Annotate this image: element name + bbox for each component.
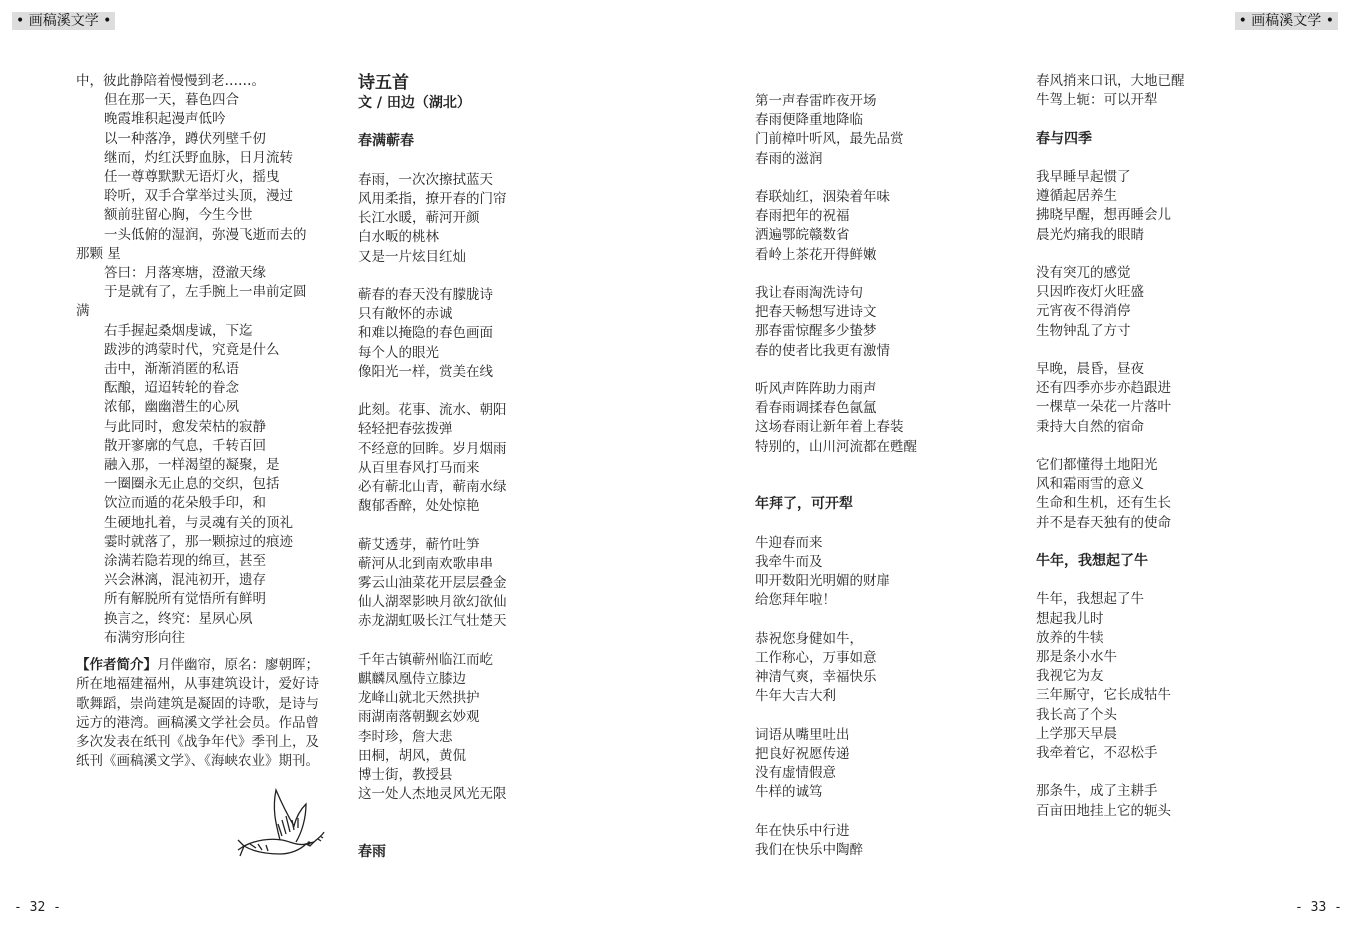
stanza-break xyxy=(358,516,618,535)
poem-line: 春的使者比我更有激情 xyxy=(755,342,890,359)
poem-line: 仙人湖翠影映月欲幻欲仙 xyxy=(358,594,507,611)
poem-line: 只有敞怀的赤诚 xyxy=(358,306,453,323)
article-title: 诗五首 xyxy=(358,73,409,93)
poem-line: 生物钟乱了方寸 xyxy=(1036,322,1131,339)
poem-line: 我们在快乐中陶醉 xyxy=(755,841,863,858)
stanza-break xyxy=(755,802,1005,821)
column-poems-1 xyxy=(358,72,618,881)
poem-line: 于是就有了，左手腕上一串前定圆 xyxy=(104,284,307,301)
poem-line: 蕲艾透芽，蕲竹吐笋 xyxy=(358,536,480,553)
poem-line: 每个人的眼光 xyxy=(358,344,439,361)
spacer xyxy=(1036,149,1286,168)
poem-line: 千年古镇蕲州临江而屹 xyxy=(358,651,493,668)
poem-line: 生命和生机，还有生长 xyxy=(1036,495,1171,512)
author-bio xyxy=(76,656,331,771)
stanza-break xyxy=(755,610,1005,629)
poem-line: 我让春雨淘洗诗句 xyxy=(755,285,863,301)
poem-line: 以一种落净，蹲伏列壁千仞 xyxy=(104,130,266,147)
poem-line: 神清气爽，幸福快乐 xyxy=(755,668,877,685)
poem-line: 工作称心，万事如意 xyxy=(755,649,877,666)
poem-line: 田桐，胡风，黄侃 xyxy=(358,747,466,764)
poem-line: 和难以掩隐的春色画面 xyxy=(358,325,493,342)
poem-line: 与此同时，愈发荣枯的寂静 xyxy=(104,418,266,435)
poem-line: 霎时就落了，那一颗掠过的痕迹 xyxy=(104,533,293,550)
stanza-break xyxy=(358,267,618,286)
poem-title: 牛年，我想起了牛 xyxy=(1036,552,1148,569)
spacer xyxy=(1036,110,1286,129)
poem-line: 门前樟叶听风，最先品赏 xyxy=(755,131,904,148)
spacer xyxy=(1036,533,1286,552)
poem-line: 特别的，山川河流都在甦醒 xyxy=(755,438,917,455)
poem-line: 轻轻把春弦拨弹 xyxy=(358,421,453,438)
poem-title: 春雨 xyxy=(358,843,386,860)
poem-line: 三年厮守，它长成牯牛 xyxy=(1036,687,1171,704)
spacer xyxy=(1036,571,1286,590)
stanza-break xyxy=(1036,341,1286,360)
poem-line: 遵循起居养生 xyxy=(1036,188,1117,205)
stanza-break xyxy=(1036,437,1286,456)
poem-line: 想起我儿时 xyxy=(1036,610,1104,627)
stanza-break xyxy=(358,632,618,651)
poem-line: 风和霜雨雪的意义 xyxy=(1036,476,1144,493)
poem-line: 并不是春天独有的使命 xyxy=(1036,514,1171,531)
poem-line: 我长高了个头 xyxy=(1036,706,1117,723)
poem-line: 任一尊尊默默无语灯火，摇曳 xyxy=(104,169,280,186)
spacer xyxy=(755,514,1005,533)
poem-line: 春雨把年的祝福 xyxy=(755,208,850,225)
stanza-break xyxy=(358,382,618,401)
poem-line: 百亩田地挂上它的轭头 xyxy=(1036,802,1171,819)
poem-line: 赤龙湖虹吸长江气壮楚天 xyxy=(358,613,507,630)
poem-line: 从百里春风打马而来 xyxy=(358,459,480,476)
poem-line: 看春雨调揉春色氤氲 xyxy=(755,400,877,417)
poem-line: 牛样的诚笃 xyxy=(755,784,823,801)
poem-line: 散开寥廓的气息，千转百回 xyxy=(104,437,266,454)
poem-line: 恭祝您身健如牛， xyxy=(755,630,863,647)
poem-line: 放养的牛犊 xyxy=(1036,629,1104,646)
poem-line: 李时珍，詹大悲 xyxy=(358,728,453,745)
poem-line: 一头低俯的湿润，弥漫飞逝而去的 xyxy=(104,226,307,243)
poem-line: 风用柔指，撩开春的门帘 xyxy=(358,190,507,207)
spacer xyxy=(358,862,618,881)
author-bio-label: 【作者简介】 xyxy=(76,657,157,674)
running-header-left: • 画稿溪文学 • xyxy=(12,12,115,30)
poem-line: 蕲春的春天没有朦胧诗 xyxy=(358,286,493,303)
poem-line: 但在那一天，暮色四合 xyxy=(104,92,239,109)
poem-line: 它们都懂得土地阳光 xyxy=(1036,456,1158,473)
poem-line: 那条牛，成了主耕手 xyxy=(1036,783,1158,800)
poem-line: 继而，灼红沃野血脉，日月流转 xyxy=(104,149,293,166)
spacer xyxy=(358,824,618,843)
spacer xyxy=(358,113,618,132)
poem-line: 浓郁，幽幽潜生的心夙 xyxy=(104,399,239,416)
poem-line: 击中，渐渐消匿的私语 xyxy=(104,361,239,378)
poem-line: 晚霞堆积起漫声低吟 xyxy=(104,111,226,128)
poem-line: 拂晓早醒，想再睡会儿 xyxy=(1036,207,1171,224)
poem-line: 麒麟凤凰侍立膝边 xyxy=(358,671,466,687)
poem-line: 晨光灼痛我的眼睛 xyxy=(1036,226,1144,243)
stanza-break xyxy=(755,706,1005,725)
poem-line: 跋涉的鸿蒙时代，究竟是什么 xyxy=(104,341,280,358)
poem-line: 没有突兀的感觉 xyxy=(1036,264,1131,281)
poem-line: 布满穷形向往 xyxy=(104,629,185,646)
stanza-break xyxy=(755,169,1005,188)
poem-line: 博士街，教授县 xyxy=(358,767,453,784)
spacer xyxy=(755,476,1005,495)
poem-line: 看岭上茶花开得鲜嫩 xyxy=(755,246,877,263)
poem-line: 只因昨夜灯火旺盛 xyxy=(1036,284,1144,301)
poem-line: 第一声春雷昨夜开场 xyxy=(755,93,877,109)
poem-line: 还有四季亦步亦趋跟进 xyxy=(1036,380,1171,397)
poem-line: 听风声阵阵助力雨声 xyxy=(755,381,877,397)
poem-line: 馥郁香醉，处处惊艳 xyxy=(358,498,480,515)
poem-line: 把春天畅想写进诗文 xyxy=(755,304,877,321)
spacer xyxy=(358,152,618,171)
poem-line: 雾云山油菜花开层层叠金 xyxy=(358,575,507,591)
poem-line: 牛驾上轭：可以开犁 xyxy=(1036,92,1158,109)
poem-line: 酝酿，迢迢转轮的眷念 xyxy=(104,380,239,397)
poem-line: 没有虚情假意 xyxy=(755,764,836,781)
poem-title: 年拜了，可开犁 xyxy=(755,496,853,513)
poem-line: 不经意的回眸。岁月烟雨 xyxy=(358,440,507,457)
poem-line: 融入那，一样渴望的凝聚，是 xyxy=(104,457,280,474)
poem-line: 兴会淋漓，混沌初开，遗存 xyxy=(104,572,266,589)
poem-line: 饮泣而遁的花朵般手印，和 xyxy=(104,495,266,512)
stanza-break xyxy=(1036,245,1286,264)
poem-line: 右手握起桑烟虔诚，下迄 xyxy=(104,322,253,339)
poem-line: 像阳光一样，赏美在线 xyxy=(358,363,493,380)
poem-line: 换言之，终究：星夙心夙 xyxy=(104,610,253,627)
poem-line: 雨湖南落朝觐玄妙观 xyxy=(358,709,480,726)
poem-line: 蕲河从北到南欢歌串串 xyxy=(358,555,493,572)
poem-line: 春风捎来口讯，大地已醒 xyxy=(1036,73,1185,89)
poem-line: 年在快乐中行进 xyxy=(755,822,850,839)
stanza-break xyxy=(755,361,1005,380)
poem-line: 把良好祝愿传递 xyxy=(755,745,850,762)
poem-line: 额前驻留心胸，今生今世 xyxy=(104,207,253,224)
poem-line: 春雨的滋润 xyxy=(755,150,823,167)
poem-line: 那是条小水牛 xyxy=(1036,648,1117,665)
stanza-break xyxy=(1036,763,1286,782)
poem-line: 给您拜年啦！ xyxy=(755,592,836,609)
column-poems-3 xyxy=(1036,72,1286,821)
poem-line: 我牵着它，不忍松手 xyxy=(1036,745,1158,761)
poem-line: 春联灿红，洇染着年味 xyxy=(755,189,890,205)
page-number-left: - 32 - xyxy=(14,900,61,915)
poem-line: 这场春雨让新年着上春装 xyxy=(755,419,904,436)
poem-line: 洒遍鄂皖赣数省 xyxy=(755,227,850,244)
dove-illustration xyxy=(236,784,326,864)
author-bio-text: 月伴幽帘，原名：廖朝晖；所在地福建福州，从事建筑设计，爱好诗歌舞蹈，崇尚建筑是凝固的诗歌，是诗与远方的港湾。画稿溪文学社会员。作品曾多次发表在纸刊《战争年代》季刊上，及纸刊《画稿溪文学》、《海峡农业》期刊。 xyxy=(76,657,319,770)
column-left-poem xyxy=(76,72,331,771)
poem-line: 一圈圈永无止息的交织，包括 xyxy=(104,476,280,493)
poem-line: 元宵夜不得消停 xyxy=(1036,303,1131,320)
poem-line: 一棵草一朵花一片落叶 xyxy=(1036,399,1171,416)
poem-line: 我牵牛而及 xyxy=(755,553,823,570)
poem-line: 此刻。花事、流水、朝阳 xyxy=(358,402,507,419)
poem-line: 生硬地扎着，与灵魂有关的顶礼 xyxy=(104,514,293,531)
poem-line: 那春雷惊醒多少蛰梦 xyxy=(755,323,877,340)
poem-line: 秉持大自然的宿命 xyxy=(1036,418,1144,435)
poem-line: 我视它为友 xyxy=(1036,668,1104,685)
running-header-right: • 画稿溪文学 • xyxy=(1235,12,1338,30)
poem-line: 答曰：月落寒塘，澄澈天缘 xyxy=(104,265,266,282)
poem-line: 龙峰山就北天然拱护 xyxy=(358,690,480,707)
poem-line: 叩开数阳光明媚的财扉 xyxy=(755,572,890,589)
spacer xyxy=(755,457,1005,476)
poem-line: 长江水暖，蕲河开颜 xyxy=(358,210,480,227)
poem-line: 白水畈的桃林 xyxy=(358,229,439,246)
column-poems-2 xyxy=(755,92,1005,860)
poem-title: 春满蕲春 xyxy=(358,133,414,150)
poem-line: 春雨便降重地降临 xyxy=(755,112,863,129)
page-number-right: - 33 - xyxy=(1295,900,1342,915)
poem-line: 我早睡早起惯了 xyxy=(1036,168,1131,185)
poem-line: 中，彼此静陪着慢慢到老……。 xyxy=(76,73,265,89)
poem-line: 涂满若隐若现的绵亘，甚至 xyxy=(104,553,266,570)
poem-line: 又是一片炫目红灿 xyxy=(358,248,466,265)
poem-line: 所有解脱所有觉悟所有鲜明 xyxy=(104,591,266,608)
poem-line: 上学那天早晨 xyxy=(1036,725,1117,742)
poem-title: 春与四季 xyxy=(1036,130,1092,147)
stanza-break xyxy=(755,265,1005,284)
poem-line: 必有蕲北山青，蕲南水绿 xyxy=(358,479,507,495)
poem-line: 春雨，一次次擦拭蓝天 xyxy=(358,171,493,188)
spacer xyxy=(358,804,618,823)
poem-line: 这一处人杰地灵风光无限 xyxy=(358,786,507,803)
poem-line: 满 xyxy=(76,303,90,320)
article-author: 文 / 田边（湖北） xyxy=(358,95,471,111)
poem-line: 聆听，双手合掌举过头顶，漫过 xyxy=(104,188,293,205)
poem-line: 词语从嘴里吐出 xyxy=(755,726,850,743)
poem-line: 那颗 星 xyxy=(76,245,121,262)
poem-line: 早晚，晨昏，昼夜 xyxy=(1036,360,1144,377)
poem-line: 牛年，我想起了牛 xyxy=(1036,591,1144,608)
poem-line: 牛迎春而来 xyxy=(755,534,823,551)
poem-line: 牛年大吉大利 xyxy=(755,688,836,705)
